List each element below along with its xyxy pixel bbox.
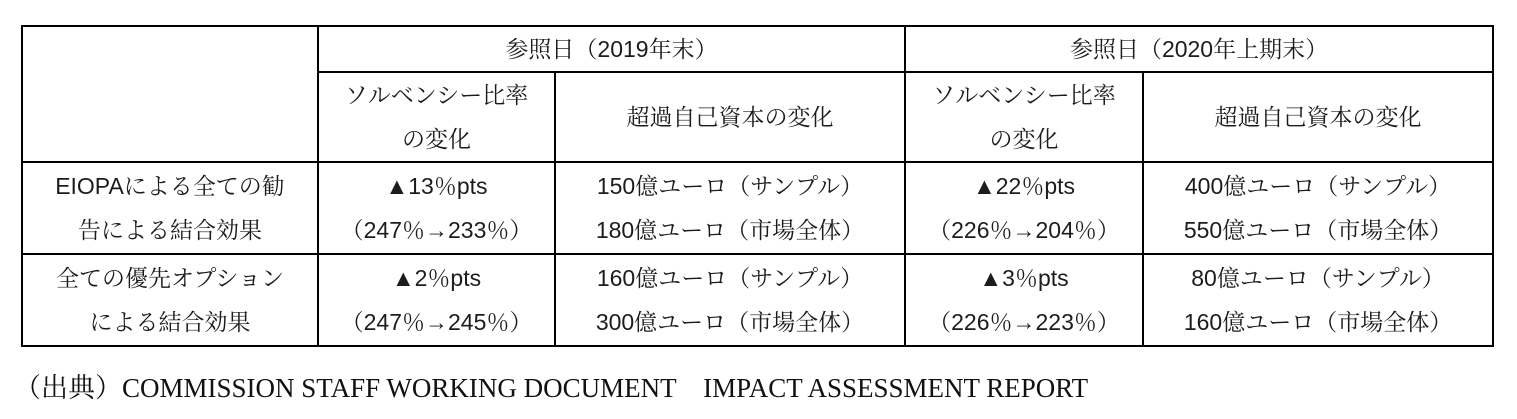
cell-value-line: 180億ユーロ（市場全体） [595,217,865,243]
header-reference-date-2020: 参照日（2020年上期末） [905,26,1493,72]
cell-value-line: （247％→233％） [340,217,533,243]
subheader-text-line: の変化 [402,126,471,152]
cell-value-line: （226％→204％） [928,217,1120,243]
subheader-excess-capital-change-2020: 超過自己資本の変化 [1143,72,1493,162]
cell-solvency-change-2019 [318,162,555,254]
cell-value-line: 300億ユーロ（市場全体） [595,309,865,335]
source-citation: （出典）COMMISSION STAFF WORKING DOCUMENT IMPACT ASSESSMENT REPORT [14,373,1089,403]
subheader-text-line: ソルベンシー比率 [344,82,529,108]
cell-value-line: （226％→223％） [928,309,1120,335]
row-label-line: 告による結合効果 [78,217,262,243]
subheader-excess-capital-change-2019: 超過自己資本の変化 [555,72,905,162]
cell-excess-capital-change-2020 [1143,254,1493,346]
corner-empty-cell [22,26,318,162]
cell-solvency-change-2020 [905,162,1143,254]
cell-value-line: 160億ユーロ（市場全体） [1183,309,1453,335]
subheader-text-line: の変化 [989,126,1059,152]
row-label-line: EIOPAによる全ての勧 [55,173,285,199]
cell-excess-capital-change-2020 [1143,162,1493,254]
cell-value-line: ▲13％pts [385,173,488,199]
cell-value-line: 80億ユーロ（サンプル） [1191,265,1445,291]
cell-excess-capital-change-2019 [555,254,905,346]
cell-excess-capital-change-2019 [555,162,905,254]
cell-value-line: 400億ユーロ（サンプル） [1184,173,1452,199]
cell-value-line: 160億ユーロ（サンプル） [596,265,864,291]
header-reference-date-2019: 参照日（2019年末） [318,26,905,72]
cell-value-line: ▲2％pts [391,265,482,291]
row-label-preferred-options [22,254,318,346]
row-label-eiopa-recommendations [22,162,318,254]
cell-value-line: ▲3％pts [979,265,1069,291]
table-row-eiopa-recommendations [22,162,1493,254]
subheader-solvency-ratio-change-2020 [905,72,1143,162]
header-row-reference-dates [22,26,1493,72]
cell-solvency-change-2020 [905,254,1143,346]
cell-value-line: 550億ユーロ（市場全体） [1183,217,1453,243]
row-label-line: 全ての優先オプション [56,265,284,291]
impact-assessment-table [21,25,1494,347]
row-label-line: による結合効果 [89,309,251,335]
subheader-text-line: ソルベンシー比率 [932,82,1116,108]
cell-value-line: ▲22％pts [973,173,1076,199]
cell-value-line: 150億ユーロ（サンプル） [596,173,864,199]
cell-solvency-change-2019 [318,254,555,346]
cell-value-line: （247％→245％） [340,309,533,335]
table-row-preferred-options [22,254,1493,346]
subheader-solvency-ratio-change-2019 [318,72,555,162]
